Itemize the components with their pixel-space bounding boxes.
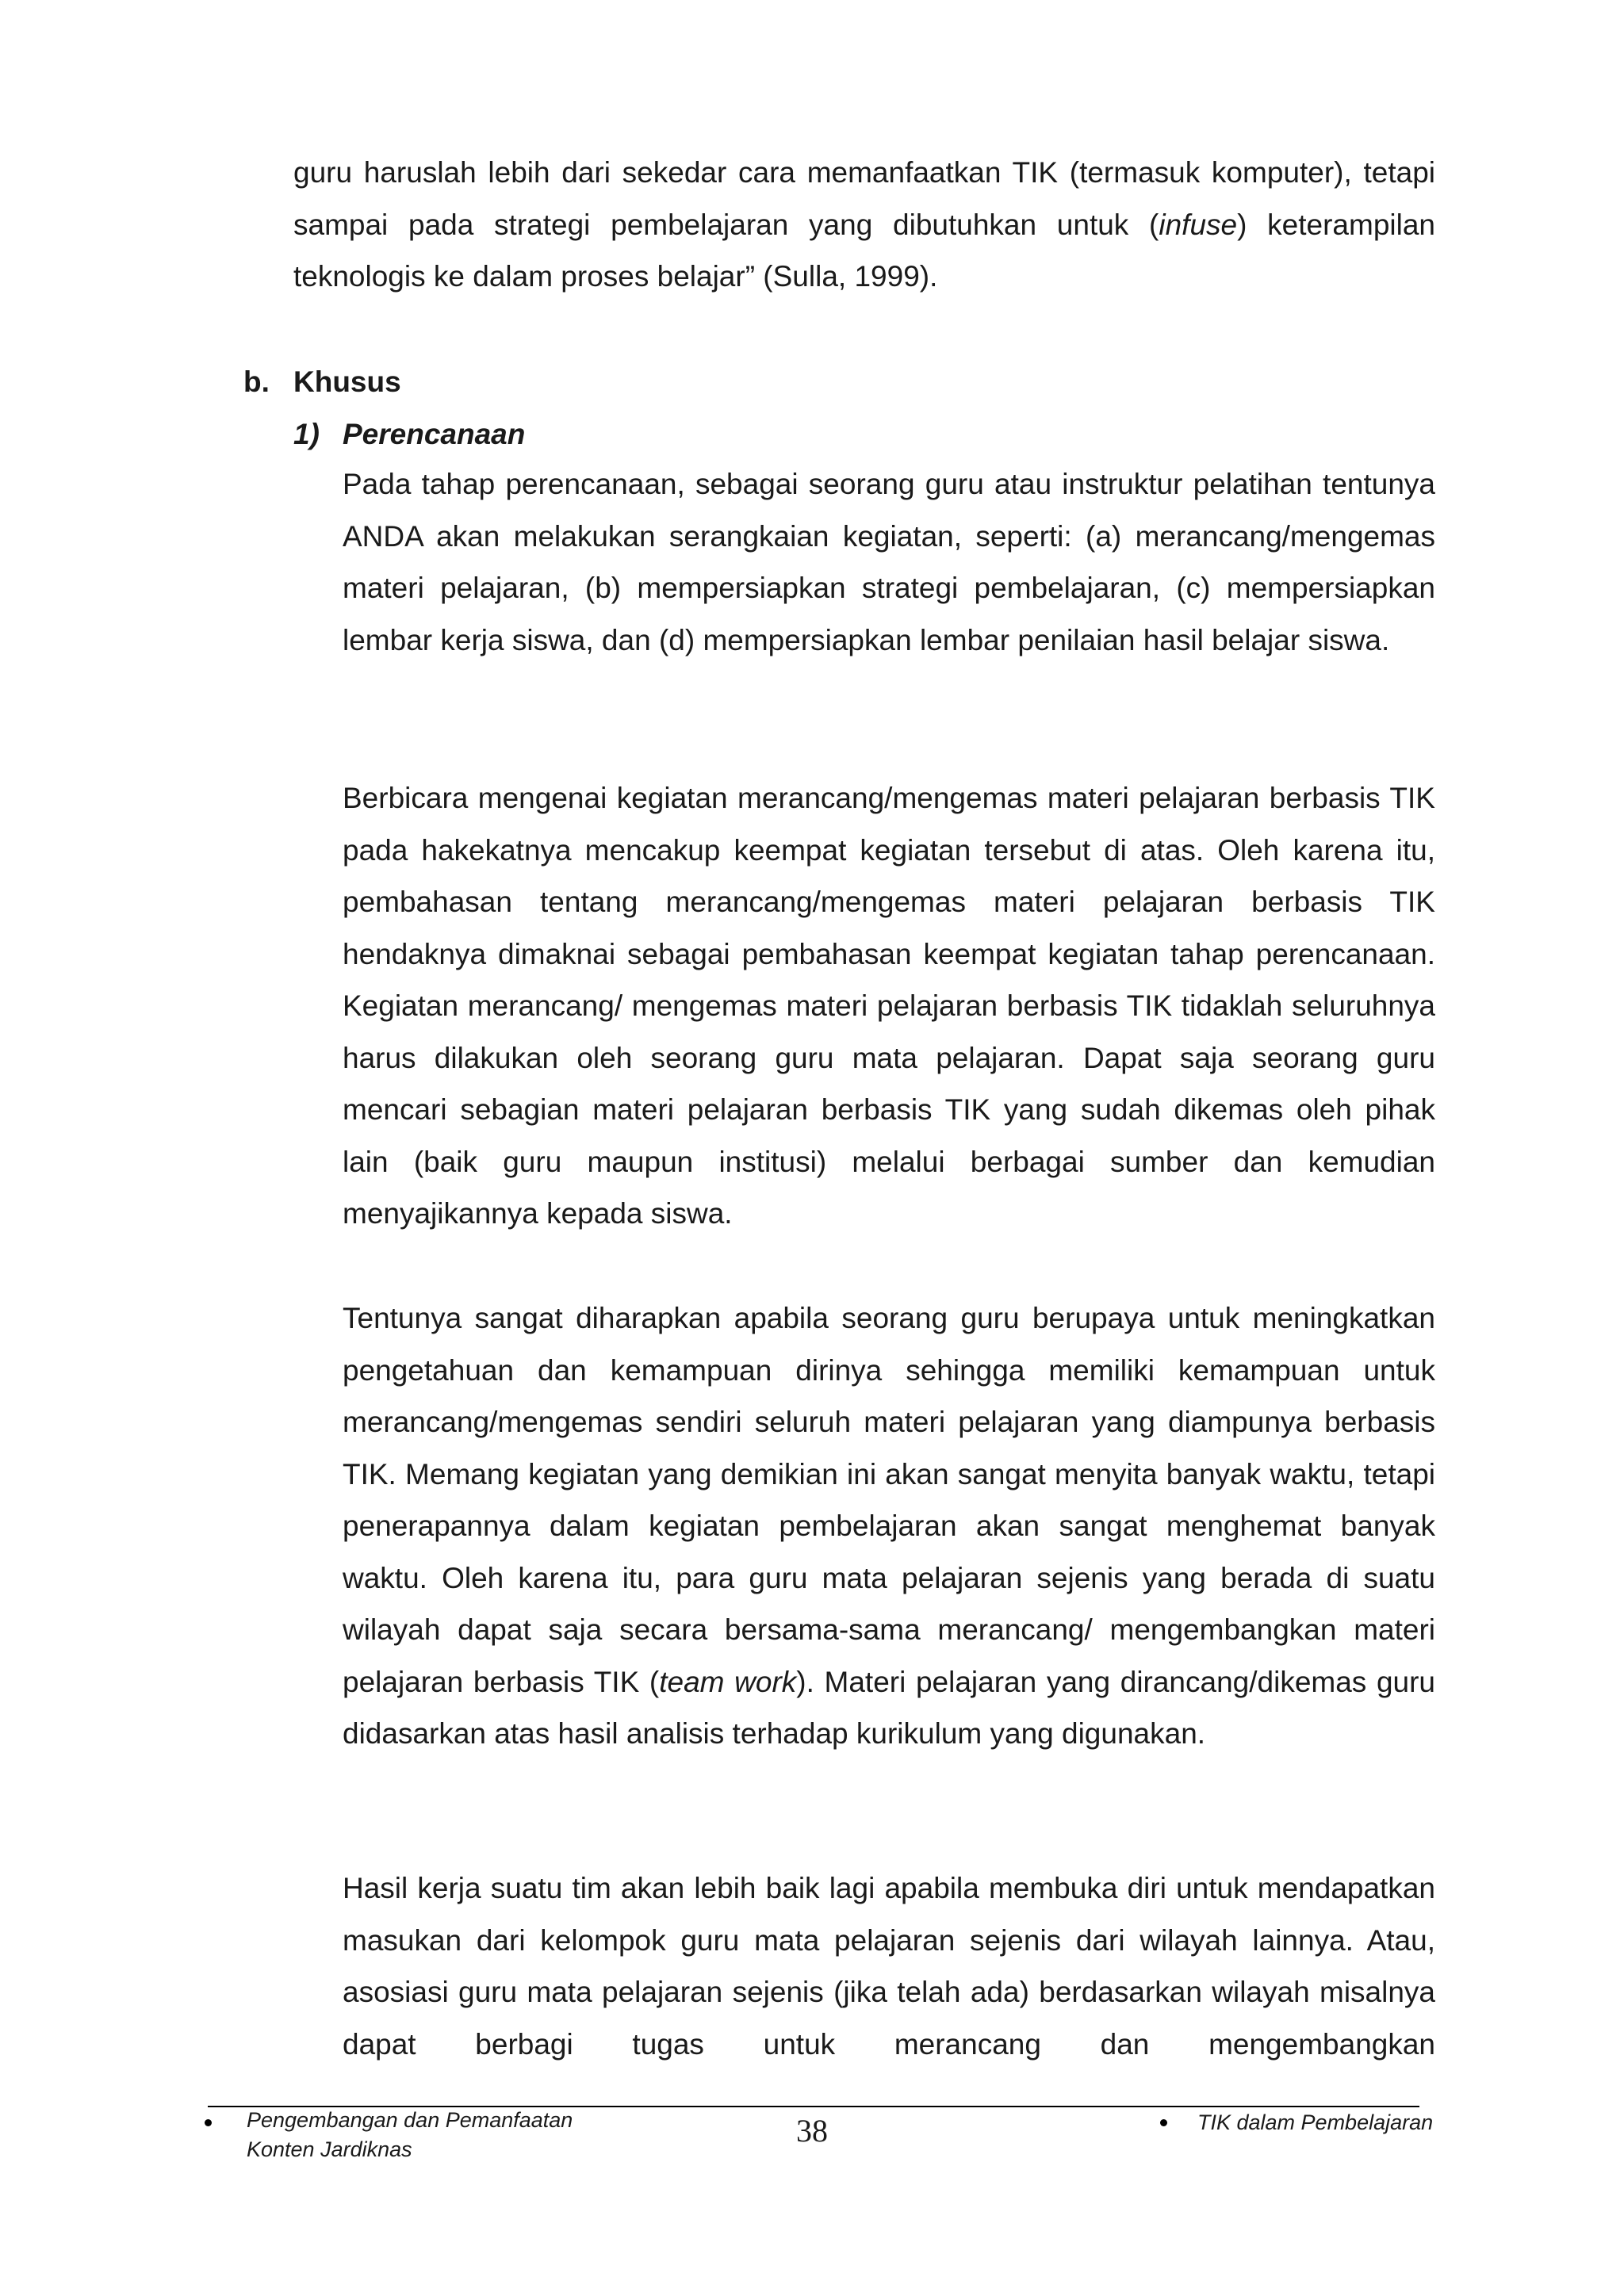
paragraph-hasil-kerja: Hasil kerja suatu tim akan lebih baik lagi apabila membuka diri untuk mendapatkan masukan dari kelompok guru mata pelajaran sejenis dari wilayah lainnya. Atau, asosiasi guru mata pelajaran sejenis (jika telah ada) berdasarkan wilayah misalnya dapat berbagi tugas untuk merancang dan mengembangkan (343, 1872, 1435, 2061)
paragraph-tentunya (343, 1292, 1435, 1760)
subsection-heading-1 (293, 411, 525, 458)
footer-left-line2: Konten Jardiknas (247, 2137, 412, 2161)
intro-text-after: ) keterampilan teknologis ke dalam proses belajar” (Sulla, 1999). (293, 208, 1435, 293)
page-number: 38 (796, 2113, 828, 2149)
p3-italic-term: team work (659, 1665, 797, 1698)
paragraph-berbicara: Berbicara mengenai kegiatan merancang/mengemas materi pelajaran berbasis TIK pada hakekatnya mencakup keempat kegiatan tersebut di atas. Oleh karena itu, pembahasan tentang merancang/mengemas materi pelajaran berbasis TIK hendaknya dimaknai sebagai pembahasan keempat kegiatan tahap perencanaan. Kegiatan merancang/ mengemas materi pelajaran berbasis TIK tidaklah seluruhnya harus dilakukan oleh seorang guru mata pelajaran. Dapat saja seorang guru mencari sebagian materi pelajaran berbasis TIK yang sudah dikemas oleh pihak lain (baik guru maupun institusi) melalui berbagai sumber dan kemudian menyajikannya kepada siswa. (343, 782, 1435, 1230)
footer-left-text (247, 2106, 573, 2164)
footer-left-line1: Pengembangan dan Pemanfaatan (247, 2108, 573, 2132)
intro-text-before: guru haruslah lebih dari sekedar cara memanfaatkan TIK (termasuk komputer), tetapi sampai pada strategi pembelajaran yang dibutuhkan untuk ( (293, 156, 1435, 241)
intro-italic-term: infuse (1159, 208, 1238, 241)
footer-bullet-right-icon (1160, 2119, 1167, 2126)
footer-right-text: TIK dalam Pembelajaran (1197, 2110, 1434, 2134)
intro-paragraph (293, 147, 1435, 303)
paragraph-perencanaan: Pada tahap perencanaan, sebagai seorang guru atau instruktur pelatihan tentunya ANDA akan melakukan serangkaian kegiatan, seperti: (a) merancang/mengemas materi pelajaran, (b) mempersiapkan strategi pembelajaran, (c) mempersiapkan lembar kerja siswa, dan (d) mempersiapkan lembar penilaian hasil belajar siswa. (343, 468, 1435, 656)
section-heading-b (243, 358, 401, 406)
subsection-marker: 1) (293, 418, 320, 450)
p3-text-before: Tentunya sangat diharapkan apabila seorang guru berupaya untuk meningkatkan pengetahuan dan kemampuan dirinya sehingga memiliki kemampuan untuk merancang/mengemas sendiri seluruh materi pelajaran yang diampunya berbasis TIK. Memang kegiatan yang demikian ini akan sangat menyita banyak waktu, tetapi penerapannya dalam kegiatan pembelajaran akan sangat menghemat banyak waktu. Oleh karena itu, para guru mata pelajaran sejenis yang berada di suatu wilayah dapat saja secara bersama-sama merancang/ mengembangkan materi pelajaran berbasis TIK ( (343, 1302, 1435, 1698)
footer-bullet-left-icon (205, 2119, 212, 2126)
subsection-title: Perencanaan (343, 418, 526, 450)
section-title: Khusus (293, 365, 401, 398)
p3-text-after: ). Materi pelajaran yang dirancang/dikemas guru didasarkan atas hasil analisis terhadap kurikulum yang digunakan. (343, 1665, 1436, 1750)
section-marker: b. (243, 365, 270, 398)
